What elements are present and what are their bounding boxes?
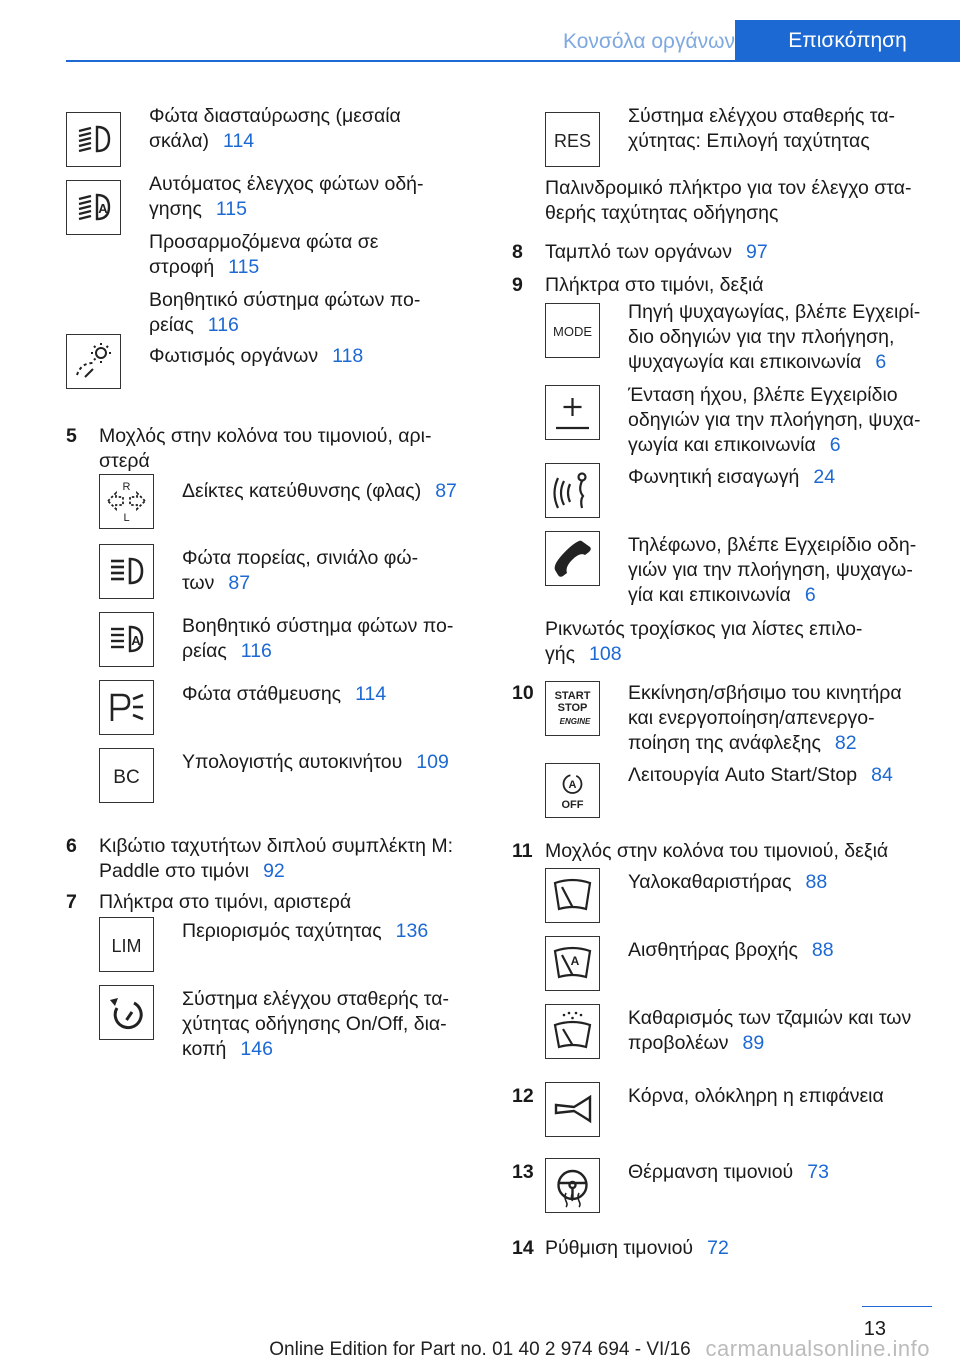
section-8 <box>512 240 932 265</box>
rocker-description <box>545 176 932 226</box>
rain-sensor-icon <box>545 936 600 991</box>
item-text: Φωνητική εισαγωγή <box>628 466 800 488</box>
item-number: 7 <box>66 891 77 913</box>
page-ref[interactable]: 73 <box>807 1161 829 1183</box>
svg-text:START: START <box>554 690 591 702</box>
section-title: Κονσόλα οργάνων <box>563 30 735 53</box>
item-number: 6 <box>66 835 77 857</box>
page-ref[interactable]: 108 <box>589 643 622 665</box>
page-ref[interactable]: 92 <box>263 860 285 882</box>
washer-icon <box>545 1004 600 1059</box>
item-text: Υαλοκαθαριστήρας <box>628 871 792 893</box>
item-text: Φώτα πορείας, σινιάλο φώ- <box>182 547 419 569</box>
wiper-icon <box>545 868 600 923</box>
svg-text:R: R <box>122 481 131 493</box>
auto-headlight-icon <box>66 180 121 235</box>
section-11 <box>512 839 932 864</box>
page-number: 13 <box>863 1318 886 1340</box>
item-text: Σύστημα ελέγχου σταθερής τα- <box>182 988 449 1010</box>
page-ref[interactable]: 97 <box>745 241 768 263</box>
section-5 <box>66 424 472 474</box>
item-text: ρείας <box>149 314 194 336</box>
item-text: ψυχαγωγία και επικοινωνία <box>628 351 862 373</box>
item-number: 14 <box>512 1237 534 1259</box>
svg-text:A: A <box>131 633 141 648</box>
section-6 <box>66 834 472 884</box>
page-ref[interactable]: 6 <box>875 351 887 373</box>
item-text: στροφή <box>149 256 215 278</box>
list-item <box>99 750 472 834</box>
svg-text:A: A <box>570 954 580 968</box>
item-text: ρείας <box>182 640 227 662</box>
page-ref[interactable]: 146 <box>240 1038 273 1060</box>
item-text: Αυτόματος έλεγχος φώτων οδή- <box>149 173 424 195</box>
item-number: 10 <box>512 682 534 704</box>
item-number: 5 <box>66 425 77 447</box>
list-item <box>545 870 932 938</box>
item-text: Βοηθητικό σύστημα φώτων πο- <box>149 289 421 311</box>
item-text: Paddle στο τιμόνι <box>99 860 250 882</box>
section-12 <box>512 1084 932 1160</box>
auto-start-stop-icon <box>545 763 600 818</box>
horn-icon <box>545 1082 600 1137</box>
item-text: Βοηθητικό σύστημα φώτων πο- <box>182 615 454 637</box>
item-text: Κόρνα, ολόκληρη η επιφάνεια <box>628 1085 884 1107</box>
item-text: και ενεργοποίηση/απενεργο- <box>628 707 875 729</box>
page-header <box>66 20 960 62</box>
list-item <box>66 104 472 172</box>
item-text: οδηγιών για την πλοήγηση, ψυχα- <box>628 409 921 431</box>
thumbwheel-description <box>545 617 932 667</box>
steering-heat-icon <box>545 1158 600 1213</box>
section-7 <box>66 890 472 915</box>
item-text: Εκκίνηση/σβήσιμο του κινητήρα <box>628 682 902 704</box>
item-text: Κιβώτιο ταχυτήτων διπλού συμπλέκτη M: <box>99 835 453 857</box>
item-text: Φώτα διασταύρωσης (μεσαία <box>149 105 401 127</box>
svg-text:ENGINE: ENGINE <box>559 717 591 726</box>
page-ref[interactable]: 89 <box>742 1032 765 1054</box>
item-number: 9 <box>512 274 523 296</box>
list-item <box>545 533 932 617</box>
item-text: διο οδηγιών για την πλοήγηση, <box>628 326 895 348</box>
board-computer-icon <box>99 748 154 803</box>
section-9 <box>512 273 932 298</box>
list-item <box>99 614 472 682</box>
item-text: Ταμπλό των οργάνων <box>545 241 732 263</box>
item-text: Τηλέφωνο, βλέπε Εγχειρίδιο οδη- <box>628 534 917 556</box>
volume-icon <box>545 385 600 440</box>
list-item <box>545 1006 932 1084</box>
list-item <box>545 938 932 1006</box>
start-stop-icon <box>545 681 600 736</box>
page-ref[interactable]: 109 <box>416 751 449 773</box>
svg-text:BC: BC <box>113 767 140 788</box>
svg-text:STOP: STOP <box>557 702 588 714</box>
item-text: Ρύθμιση τιμονιού <box>545 1237 694 1259</box>
headlight-range-icon <box>66 112 121 167</box>
item-text: γία και επικοινωνία <box>628 584 791 606</box>
item-text: θερής ταχύτητας οδήγησης <box>545 202 779 224</box>
section-13 <box>512 1160 932 1236</box>
page-ref[interactable]: 115 <box>228 256 260 278</box>
item-text: Παλινδρομικό πλήκτρο για τον έλεγχο στα- <box>545 177 912 199</box>
list-item <box>99 546 472 614</box>
item-text: Σύστημα ελέγχου σταθερής τα- <box>628 105 895 127</box>
item-text: γησης <box>149 198 202 220</box>
resume-icon <box>545 112 600 167</box>
item-text: Θέρμανση τιμονιού <box>628 1161 794 1183</box>
item-text: προβολέων <box>628 1032 729 1054</box>
high-beam-assist-icon <box>99 612 154 667</box>
page-ref[interactable]: 118 <box>332 345 364 367</box>
item-text: Δείκτες κατεύθυνσης (φλας) <box>182 480 422 502</box>
item-text: Πλήκτρα στο τιμόνι, αριστερά <box>99 891 352 913</box>
item-text: σκάλα) <box>149 130 210 152</box>
item-text: Αισθητήρας βροχής <box>628 939 798 961</box>
section-tab[interactable]: Επισκόπηση <box>735 20 960 60</box>
item-text: Ρικνωτός τροχίσκος για λίστες επιλο- <box>545 618 863 640</box>
item-text: χύτητας οδήγησης On/Off, δια- <box>182 1013 447 1035</box>
svg-text:A: A <box>98 201 108 216</box>
item-text: γής <box>545 643 575 665</box>
list-item <box>545 300 932 383</box>
page-ref[interactable]: 6 <box>829 434 841 456</box>
item-number: 12 <box>512 1085 534 1107</box>
item-text: Υπολογιστής αυτοκινήτου <box>182 751 403 773</box>
speed-limiter-icon <box>99 917 154 972</box>
left-column <box>66 104 472 1069</box>
page-ref[interactable]: 88 <box>805 871 828 893</box>
item-text: ποίηση της ανάφλεξης <box>628 732 821 754</box>
list-item <box>99 682 472 750</box>
svg-text:MODE: MODE <box>553 324 592 339</box>
right-column <box>512 104 932 1261</box>
page-ref[interactable]: 72 <box>707 1237 729 1259</box>
item-text: Προσαρμοζόμενα φώτα σε <box>149 231 379 253</box>
list-item <box>99 479 472 546</box>
item-text: Πλήκτρα στο τιμόνι, δεξιά <box>545 274 764 296</box>
page-ref[interactable]: 116 <box>240 640 272 662</box>
turn-signal-icon <box>99 474 154 529</box>
high-beam-icon <box>99 544 154 599</box>
item-text: Φώτα στάθμευσης <box>182 683 342 705</box>
item-number: 11 <box>512 840 533 862</box>
item-number: 8 <box>512 241 523 263</box>
page-ref[interactable]: 24 <box>813 466 836 488</box>
edition-text: Online Edition for Part no. 01 40 2 974 694 - VI/16 <box>269 1339 691 1360</box>
svg-text:L: L <box>123 512 130 524</box>
section-10 <box>512 681 932 763</box>
item-text: Μοχλός στην κολόνα του τιμονιού, δεξιά <box>545 840 889 862</box>
item-text: Φωτισμός οργάνων <box>149 345 319 367</box>
list-item <box>66 230 472 288</box>
list-item <box>66 288 472 344</box>
list-item <box>545 383 932 465</box>
page-ref[interactable]: 87 <box>228 572 251 594</box>
page-ref[interactable]: 115 <box>215 198 247 220</box>
item-text: Πηγή ψυχαγωγίας, βλέπε Εγχειρί- <box>628 301 921 323</box>
page-ref[interactable]: 114 <box>223 130 255 152</box>
item-text: Περιορισμός ταχύτητας <box>182 920 382 942</box>
list-item <box>99 987 472 1069</box>
item-text: των <box>182 572 215 594</box>
item-text: γιών για την πλοήγηση, ψυχαγω- <box>628 559 913 581</box>
page-ref[interactable]: 136 <box>395 920 429 942</box>
item-text: Λειτουργία Auto Start/Stop <box>628 764 858 786</box>
item-text: Καθαρισμός των τζαμιών και των <box>628 1007 912 1029</box>
page-ref[interactable]: 84 <box>871 764 893 786</box>
item-text: κοπή <box>182 1038 227 1060</box>
phone-icon <box>545 531 600 586</box>
list-item <box>99 919 472 987</box>
page-ref[interactable]: 87 <box>435 480 457 502</box>
voice-command-icon <box>545 463 600 518</box>
item-text: στερά <box>99 450 150 472</box>
footer-rule <box>862 1306 932 1307</box>
list-item <box>545 763 932 839</box>
list-item <box>545 465 932 533</box>
parking-lights-icon <box>99 680 154 735</box>
list-item <box>545 104 932 176</box>
list-item <box>66 172 472 230</box>
page-ref[interactable]: 6 <box>804 584 816 606</box>
cruise-control-icon <box>99 985 154 1040</box>
page-ref[interactable]: 88 <box>811 939 834 961</box>
page-ref[interactable]: 114 <box>355 683 387 705</box>
svg-text:OFF: OFF <box>561 799 584 811</box>
instrument-lighting-icon <box>66 334 121 389</box>
item-text: Μοχλός στην κολόνα του τιμονιού, αρι- <box>99 425 432 447</box>
list-item <box>66 344 472 424</box>
svg-text:A: A <box>568 779 577 791</box>
page-ref[interactable]: 116 <box>207 314 239 336</box>
item-text: χύτητας: Επιλογή ταχύτητας <box>628 130 870 152</box>
item-text: Ένταση ήχου, βλέπε Εγχειρίδιο <box>628 384 898 406</box>
svg-text:LIM: LIM <box>111 936 142 956</box>
item-text: γωγία και επικοινωνία <box>628 434 816 456</box>
svg-text:RES: RES <box>553 131 592 151</box>
watermark: carmanualsonline.info <box>705 1336 930 1361</box>
item-number: 13 <box>512 1161 534 1183</box>
section-14 <box>512 1236 932 1261</box>
mode-icon <box>545 303 600 358</box>
page-ref[interactable]: 82 <box>834 732 857 754</box>
